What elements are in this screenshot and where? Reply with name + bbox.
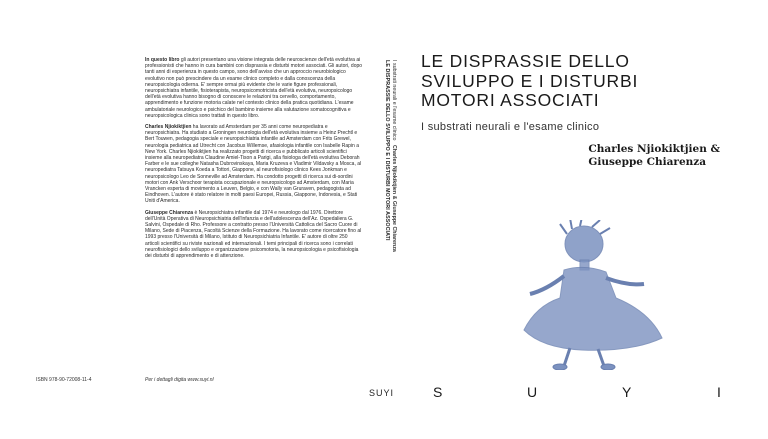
blurb-lead: In questo libro (145, 57, 180, 63)
spine-subtitle: I substrati neurali e l'esame clinico (391, 60, 397, 141)
website-note: Per i dettagli digita www.suyi.nl (145, 377, 214, 383)
book-authors (588, 143, 720, 169)
author-line: Charles Njiokiktjien & (588, 143, 720, 155)
back-cover-blurb (145, 57, 363, 264)
publisher-letter: Y (622, 384, 632, 400)
blurb-lead: Giuseppe Chiarenza (145, 209, 194, 216)
spine-authors: Charles Njiokiktjien & Giuseppe Chiarenza (391, 144, 397, 252)
blurb-text: ha lavorato ad Amsterdam per 35 anni come neuropediatra e neuropsichiatra. Ha studiato a Groningen neurologia dell'età evolutiva insieme a Heinz Prechtl e Bert Touwen, pedagogia speciale e neuropsichiatria infantile ad Amsterdam con Frits Grewel, neurologia pediatrica ad Utrecht con Jacobus Willemse, afasiologia infantile con Isabelle Rapin a New York. Charles Njiokiktjien ha realizzato progetti di ricerca e pubblicato articoli scientifici insieme alla neuropediatra Claudine Amiel-Tison a Parigi, alla fisiologa dell'età evolutiva Deborah Farber e le sue colleghe Natasha Dubrovinskaya, Maria Kruzeva e Vladimir Vildavsky a Mosca, al neuropediatra Tatsuya Koeda a Tottori, Giappone, al neurofisiologo clinico Kees Jonkman e neuropsicologo Leo de Sonneville ad Amsterdam. Ha condotto progetti di ricerca sui di-sordini motori con Ank Verschoor terapista occupazionale e neuropsicologo ad Amsterdam, con Maria Vrancken esperta di movimento a Leuven, Belgio, e con Wally van Gruraven, pedagogista ad Eindhoven. L'autore è stato relatore in molti paesi Europei, Russia, Giappone, Indonesia, e Stati Uniti d'America. (145, 124, 362, 205)
title-line: SVILUPPO E I DISTURBI (421, 70, 639, 91)
child-drawing-illustration (512, 220, 687, 370)
blurb-text: è Neuropsichiatra infantile dal 1974 e neurologo dal 1976. Direttore dell'Unità Operativa di Neuropsichiatria dell'infanzia e dell'adolescenza dell'Az. Ospedaliera G. Salvini, Ospedale di Rho. Professore a contratto presso l'Università Cattolica del Sacro Cuore di Milano, Sede di Piacenza, Facoltà Scienze della Formazione. Ha lavorato come ricercatore fino al 1993 presso l'Università di Milano, Istituto di Neuropsichiatria Infantile. E' autore di oltre 250 articoli scientifici su riviste nazionali ed internazionali. I temi principali di ricerca sono i correlati neurofisiologici dello sviluppo e organizzazione psicomotoria, la neuropsicologia e psicofisiologia dei disturbi di apprendimento e di attenzione. (145, 209, 362, 260)
blurb-text: gli autori presentano una visione integrata delle neuroscienze dell'età evolutiva ai professionisti che hanno in cura bambini con disprassia e disturbi motori associati. Gli autori, dopo tanti anni di esperienza in questo campo, sono dell'avviso che un approccio neurobiologico evolutivo non può prescindere da un esame clinico completo e dalla conoscenza della neuropsicologia odierna. E' sempre ormai più evidente che le varie figure professionali, neuropsichiatra infantile, fisioterapista, neuropsicomotricista dell'età evolutiva, neuropsicologo dell'età evolutiva hanno bisogno di conoscere le relazioni tra cervello, comportamento, apprendimento e funzione motoria calate nel contesto clinico della pratica quotidiana. L'esame ambulatoriale neurologico e psichico del bambino insieme alla valutazione somatocognitiva e neuropsicologica clinica sono trattati in questo libro. (145, 57, 363, 119)
publisher-letter: U (527, 384, 538, 400)
blurb-paragraph-author-2 (145, 210, 363, 260)
title-line: MOTORI ASSOCIATI (421, 90, 600, 110)
book-title (421, 52, 638, 111)
spine-title: LE DISPRASSIE DELLO SVILUPPO E I DISTURBI MOTORI ASSOCIATI (384, 60, 390, 241)
book-subtitle: I substrati neurali e l'esame clinico (421, 121, 600, 133)
publisher-letter: I (717, 384, 721, 400)
spine-subtitle-authors (391, 60, 397, 252)
author-line: Giuseppe Chiarenza (588, 156, 707, 168)
isbn: ISBN 978-90-72008-11-4 (36, 377, 92, 383)
blurb-paragraph-intro (145, 57, 363, 119)
back-cover (0, 0, 382, 439)
blurb-paragraph-author-1 (145, 124, 363, 205)
publisher-letter: S (433, 384, 443, 400)
spine-publisher-logo: SUYI (369, 388, 395, 398)
title-line: LE DISPRASSIE DELLO (421, 51, 630, 71)
blurb-lead: Charles Njiokiktjien (145, 124, 192, 131)
